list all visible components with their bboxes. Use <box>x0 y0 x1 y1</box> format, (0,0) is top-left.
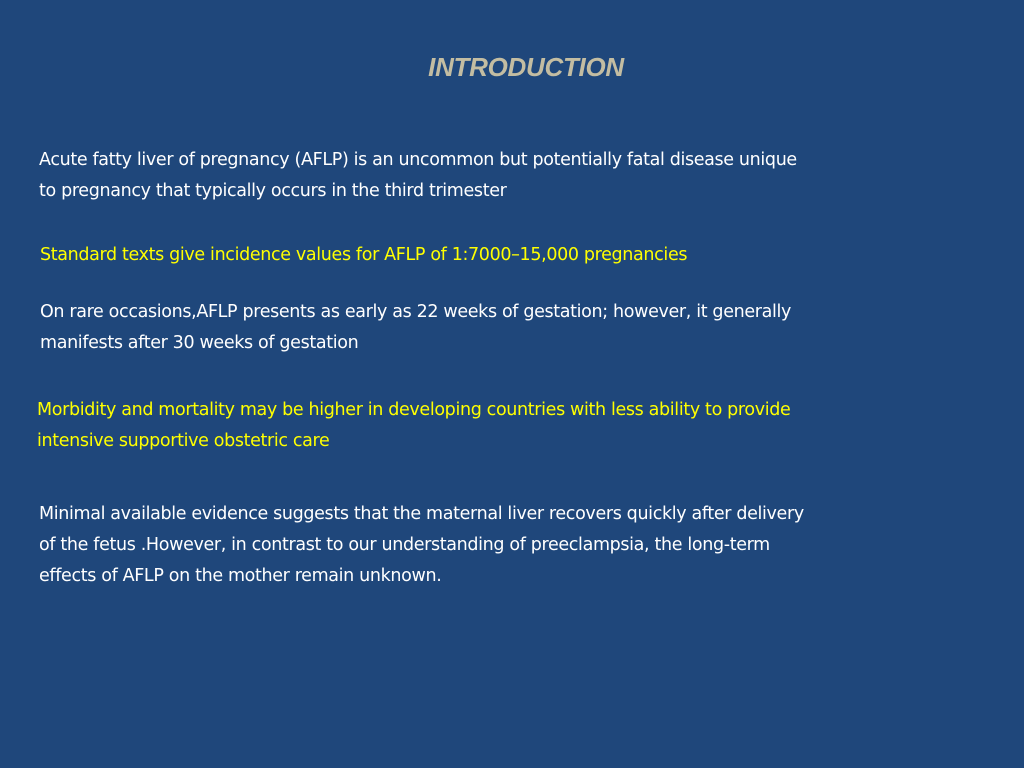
paragraph-line: On rare occasions,AFLP presents as early as 22 weeks of gestation; however, it generally <box>40 302 792 322</box>
paragraph-onset <box>40 297 791 359</box>
paragraph-line: intensive supportive obstetric care <box>37 431 330 451</box>
paragraph-incidence <box>40 240 687 271</box>
paragraph-line: Standard texts give incidence values for AFLP of 1:7000–15,000 pregnancies <box>40 245 688 265</box>
paragraph-line: Acute fatty liver of pregnancy (AFLP) is an uncommon but potentially fatal disease unique <box>39 150 797 170</box>
paragraph-line: effects of AFLP on the mother remain unknown. <box>39 566 442 586</box>
paragraph-morbidity <box>37 395 790 457</box>
paragraph-line: manifests after 30 weeks of gestation <box>40 333 359 353</box>
paragraph-aflp-definition <box>39 145 797 207</box>
paragraph-line: Morbidity and mortality may be higher in developing countries with less ability to provide <box>37 400 791 420</box>
paragraph-line: of the fetus .However, in contrast to our understanding of preeclampsia, the long-term <box>39 535 770 555</box>
paragraph-line: Minimal available evidence suggests that the maternal liver recovers quickly after delivery <box>39 504 804 524</box>
paragraph-line: to pregnancy that typically occurs in the third trimester <box>39 181 507 201</box>
slide-title: INTRODUCTION <box>428 52 624 82</box>
paragraph-recovery <box>39 499 804 592</box>
